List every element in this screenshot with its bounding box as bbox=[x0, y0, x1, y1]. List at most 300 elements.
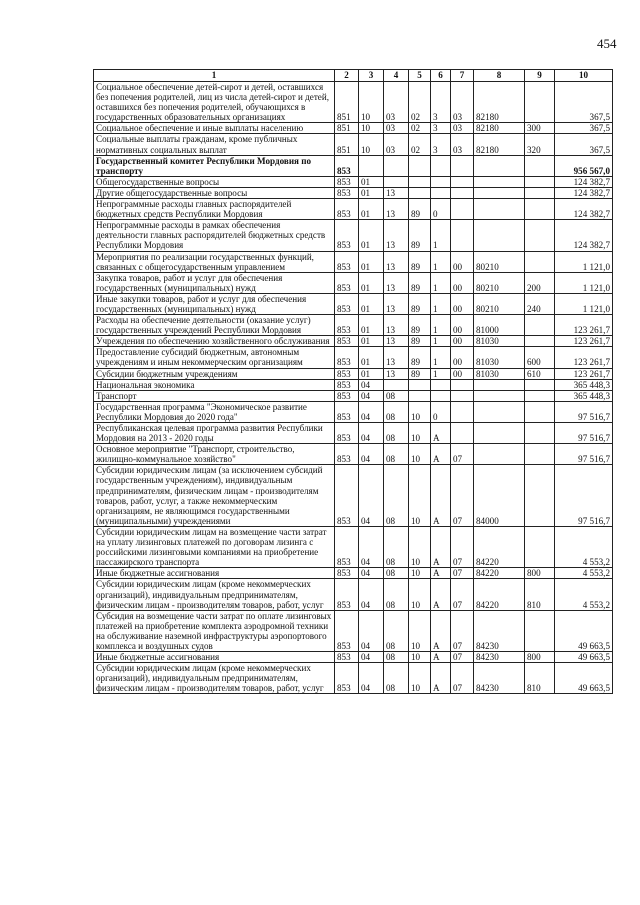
subsection-cell bbox=[384, 379, 409, 390]
expense-name-cell: Иные бюджетные ассигнования bbox=[94, 568, 335, 579]
program-cell: 89 bbox=[409, 199, 431, 220]
amount-cell: 4 553,2 bbox=[555, 568, 613, 579]
table-row bbox=[94, 220, 613, 251]
expense-direction-cell bbox=[474, 401, 525, 422]
table-row bbox=[94, 663, 613, 694]
subprogram-cell: 0 bbox=[431, 401, 451, 422]
admin-code-cell: 853 bbox=[335, 347, 359, 368]
admin-code-cell: 853 bbox=[335, 568, 359, 579]
table-header-row bbox=[94, 70, 613, 82]
expense-name-cell: Государственная программа "Экономическое развитие Республики Мордовия до 2020 года" bbox=[94, 401, 335, 422]
amount-cell: 49 663,5 bbox=[555, 610, 613, 651]
expense-name-cell: Субсидии юридическим лицам (кроме некоммерческих организаций), индивидуальным предпринимателям, физическим лицам - производителям товаров, работ, услуг bbox=[94, 663, 335, 694]
table-row bbox=[94, 123, 613, 134]
expense-name-cell: Субсидии бюджетным учреждениям bbox=[94, 368, 335, 379]
subsection-cell: 08 bbox=[384, 663, 409, 694]
subsection-cell: 03 bbox=[384, 134, 409, 155]
activity-cell: 07 bbox=[451, 465, 474, 527]
program-cell: 89 bbox=[409, 293, 431, 314]
expense-direction-cell: 82180 bbox=[474, 134, 525, 155]
expense-direction-cell: 82180 bbox=[474, 123, 525, 134]
admin-code-cell: 851 bbox=[335, 134, 359, 155]
section-cell: 01 bbox=[359, 220, 384, 251]
subsection-cell: 13 bbox=[384, 336, 409, 347]
admin-code-cell: 853 bbox=[335, 176, 359, 187]
expense-type-cell: 810 bbox=[525, 579, 555, 610]
column-header: 4 bbox=[384, 70, 409, 82]
activity-cell bbox=[451, 379, 474, 390]
column-header: 3 bbox=[359, 70, 384, 82]
subprogram-cell: А bbox=[431, 579, 451, 610]
subprogram-cell: 1 bbox=[431, 220, 451, 251]
program-cell bbox=[409, 155, 431, 176]
expense-type-cell bbox=[525, 423, 555, 444]
amount-cell: 123 261,7 bbox=[555, 315, 613, 336]
program-cell: 02 bbox=[409, 134, 431, 155]
admin-code-cell: 853 bbox=[335, 251, 359, 272]
subsection-cell: 08 bbox=[384, 579, 409, 610]
budget-table bbox=[93, 69, 613, 694]
subprogram-cell: А bbox=[431, 663, 451, 694]
subprogram-cell: 1 bbox=[431, 368, 451, 379]
activity-cell bbox=[451, 155, 474, 176]
subprogram-cell: 1 bbox=[431, 272, 451, 293]
activity-cell: 00 bbox=[451, 293, 474, 314]
table-row bbox=[94, 199, 613, 220]
subsection-cell: 13 bbox=[384, 315, 409, 336]
program-cell: 10 bbox=[409, 526, 431, 567]
activity-cell: 00 bbox=[451, 251, 474, 272]
column-header: 2 bbox=[335, 70, 359, 82]
program-cell bbox=[409, 379, 431, 390]
table-row bbox=[94, 368, 613, 379]
activity-cell: 00 bbox=[451, 336, 474, 347]
subprogram-cell: А bbox=[431, 465, 451, 527]
section-cell bbox=[359, 155, 384, 176]
section-cell: 10 bbox=[359, 123, 384, 134]
expense-name-cell: Субсидии юридическим лицам на возмещение части затрат на уплату лизинговых платежей по договорам лизинга с российскими лизинговыми компаниями на приобретение пассажирского транспорта bbox=[94, 526, 335, 567]
subprogram-cell: 1 bbox=[431, 336, 451, 347]
expense-type-cell bbox=[525, 336, 555, 347]
amount-cell: 123 261,7 bbox=[555, 336, 613, 347]
expense-direction-cell: 80210 bbox=[474, 251, 525, 272]
section-cell: 04 bbox=[359, 526, 384, 567]
expense-direction-cell bbox=[474, 176, 525, 187]
amount-cell: 1 121,0 bbox=[555, 272, 613, 293]
admin-code-cell: 853 bbox=[335, 401, 359, 422]
admin-code-cell: 853 bbox=[335, 336, 359, 347]
expense-direction-cell: 84000 bbox=[474, 465, 525, 527]
program-cell: 10 bbox=[409, 568, 431, 579]
amount-cell: 97 516,7 bbox=[555, 465, 613, 527]
activity-cell: 07 bbox=[451, 568, 474, 579]
amount-cell: 956 567,0 bbox=[555, 155, 613, 176]
subsection-cell: 08 bbox=[384, 465, 409, 527]
admin-code-cell: 851 bbox=[335, 123, 359, 134]
amount-cell: 97 516,7 bbox=[555, 423, 613, 444]
table-row bbox=[94, 423, 613, 444]
expense-name-cell: Транспорт bbox=[94, 390, 335, 401]
amount-cell: 123 261,7 bbox=[555, 347, 613, 368]
section-cell: 01 bbox=[359, 368, 384, 379]
admin-code-cell: 853 bbox=[335, 652, 359, 663]
admin-code-cell: 853 bbox=[335, 315, 359, 336]
table-row bbox=[94, 293, 613, 314]
subsection-cell: 13 bbox=[384, 293, 409, 314]
admin-code-cell: 853 bbox=[335, 379, 359, 390]
section-cell: 04 bbox=[359, 423, 384, 444]
section-cell: 10 bbox=[359, 82, 384, 123]
expense-type-cell: 810 bbox=[525, 663, 555, 694]
admin-code-cell: 853 bbox=[335, 465, 359, 527]
subsection-cell: 08 bbox=[384, 652, 409, 663]
table-row bbox=[94, 579, 613, 610]
expense-name-cell: Субсидия на возмещение части затрат по оплате лизинговых платежей на приобретение комплекта аэродромной техники на обслуживание наземной инфраструктуры аэропортового комплекса и воздушных судов bbox=[94, 610, 335, 651]
table-row bbox=[94, 251, 613, 272]
subprogram-cell: 3 bbox=[431, 123, 451, 134]
table-row bbox=[94, 272, 613, 293]
subsection-cell: 13 bbox=[384, 199, 409, 220]
expense-type-cell bbox=[525, 155, 555, 176]
column-header: 1 bbox=[94, 70, 335, 82]
expense-direction-cell: 81030 bbox=[474, 336, 525, 347]
section-cell: 04 bbox=[359, 579, 384, 610]
program-cell: 89 bbox=[409, 251, 431, 272]
expense-type-cell bbox=[525, 82, 555, 123]
expense-direction-cell bbox=[474, 444, 525, 465]
amount-cell: 124 382,7 bbox=[555, 187, 613, 198]
expense-type-cell bbox=[525, 315, 555, 336]
admin-code-cell: 853 bbox=[335, 526, 359, 567]
program-cell: 89 bbox=[409, 347, 431, 368]
admin-code-cell: 853 bbox=[335, 272, 359, 293]
admin-code-cell: 853 bbox=[335, 199, 359, 220]
expense-direction-cell: 80210 bbox=[474, 293, 525, 314]
table-row bbox=[94, 176, 613, 187]
section-cell: 01 bbox=[359, 315, 384, 336]
expense-name-cell: Государственный комитет Республики Мордовия по транспорту bbox=[94, 155, 335, 176]
admin-code-cell: 853 bbox=[335, 220, 359, 251]
expense-type-cell: 300 bbox=[525, 123, 555, 134]
amount-cell: 97 516,7 bbox=[555, 444, 613, 465]
column-header: 10 bbox=[555, 70, 613, 82]
subsection-cell: 08 bbox=[384, 401, 409, 422]
subsection-cell: 08 bbox=[384, 610, 409, 651]
program-cell: 10 bbox=[409, 579, 431, 610]
subsection-cell: 08 bbox=[384, 390, 409, 401]
subsection-cell: 08 bbox=[384, 526, 409, 567]
program-cell: 89 bbox=[409, 220, 431, 251]
expense-direction-cell bbox=[474, 220, 525, 251]
subsection-cell: 03 bbox=[384, 123, 409, 134]
subprogram-cell bbox=[431, 155, 451, 176]
admin-code-cell: 853 bbox=[335, 663, 359, 694]
subsection-cell: 13 bbox=[384, 187, 409, 198]
amount-cell: 365 448,3 bbox=[555, 379, 613, 390]
activity-cell bbox=[451, 187, 474, 198]
activity-cell bbox=[451, 199, 474, 220]
activity-cell bbox=[451, 401, 474, 422]
amount-cell: 97 516,7 bbox=[555, 401, 613, 422]
activity-cell bbox=[451, 423, 474, 444]
expense-direction-cell bbox=[474, 379, 525, 390]
activity-cell: 03 bbox=[451, 82, 474, 123]
section-cell: 04 bbox=[359, 652, 384, 663]
program-cell bbox=[409, 390, 431, 401]
table-row bbox=[94, 610, 613, 651]
activity-cell bbox=[451, 390, 474, 401]
admin-code-cell: 853 bbox=[335, 390, 359, 401]
subprogram-cell bbox=[431, 390, 451, 401]
program-cell: 02 bbox=[409, 82, 431, 123]
expense-type-cell bbox=[525, 379, 555, 390]
expense-name-cell: Учреждения по обеспечению хозяйственного обслуживания bbox=[94, 336, 335, 347]
expense-type-cell: 800 bbox=[525, 568, 555, 579]
program-cell: 89 bbox=[409, 315, 431, 336]
subprogram-cell: 3 bbox=[431, 82, 451, 123]
expense-direction-cell: 80210 bbox=[474, 272, 525, 293]
expense-direction-cell: 84220 bbox=[474, 568, 525, 579]
section-cell: 01 bbox=[359, 199, 384, 220]
table-row bbox=[94, 465, 613, 527]
expense-name-cell: Другие общегосударственные вопросы bbox=[94, 187, 335, 198]
activity-cell: 07 bbox=[451, 444, 474, 465]
expense-name-cell: Социальное обеспечение и иные выплаты населению bbox=[94, 123, 335, 134]
column-header: 5 bbox=[409, 70, 431, 82]
expense-type-cell bbox=[525, 401, 555, 422]
subprogram-cell bbox=[431, 379, 451, 390]
program-cell: 89 bbox=[409, 336, 431, 347]
program-cell: 89 bbox=[409, 272, 431, 293]
expense-name-cell: Национальная экономика bbox=[94, 379, 335, 390]
section-cell: 04 bbox=[359, 379, 384, 390]
admin-code-cell: 851 bbox=[335, 82, 359, 123]
section-cell: 04 bbox=[359, 465, 384, 527]
subsection-cell: 13 bbox=[384, 347, 409, 368]
table-row bbox=[94, 187, 613, 198]
admin-code-cell: 853 bbox=[335, 444, 359, 465]
amount-cell: 124 382,7 bbox=[555, 199, 613, 220]
activity-cell: 07 bbox=[451, 526, 474, 567]
subsection-cell: 08 bbox=[384, 423, 409, 444]
table-row bbox=[94, 336, 613, 347]
table-row bbox=[94, 401, 613, 422]
program-cell bbox=[409, 187, 431, 198]
subsection-cell bbox=[384, 155, 409, 176]
amount-cell: 367,5 bbox=[555, 82, 613, 123]
expense-type-cell bbox=[525, 187, 555, 198]
expense-type-cell bbox=[525, 176, 555, 187]
expense-direction-cell bbox=[474, 187, 525, 198]
subprogram-cell: 1 bbox=[431, 315, 451, 336]
table-row bbox=[94, 568, 613, 579]
column-header: 9 bbox=[525, 70, 555, 82]
program-cell: 10 bbox=[409, 401, 431, 422]
expense-name-cell: Социальные выплаты гражданам, кроме публичных нормативных социальных выплат bbox=[94, 134, 335, 155]
expense-direction-cell: 81000 bbox=[474, 315, 525, 336]
section-cell: 01 bbox=[359, 336, 384, 347]
section-cell: 01 bbox=[359, 187, 384, 198]
subprogram-cell: 3 bbox=[431, 134, 451, 155]
expense-type-cell: 320 bbox=[525, 134, 555, 155]
section-cell: 04 bbox=[359, 568, 384, 579]
page-number: 454 bbox=[597, 36, 617, 51]
activity-cell: 00 bbox=[451, 347, 474, 368]
expense-direction-cell bbox=[474, 199, 525, 220]
section-cell: 01 bbox=[359, 347, 384, 368]
expense-direction-cell: 81030 bbox=[474, 368, 525, 379]
column-header: 6 bbox=[431, 70, 451, 82]
expense-type-cell: 600 bbox=[525, 347, 555, 368]
column-header: 7 bbox=[451, 70, 474, 82]
amount-cell: 1 121,0 bbox=[555, 251, 613, 272]
expense-name-cell: Мероприятия по реализации государственных функций, связанных с общегосударственным управлением bbox=[94, 251, 335, 272]
expense-name-cell: Основное мероприятие "Транспорт, строительство, жилищно-коммунальное хозяйство" bbox=[94, 444, 335, 465]
subprogram-cell: 1 bbox=[431, 347, 451, 368]
expense-name-cell: Иные закупки товаров, работ и услуг для обеспечения государственных (муниципальных) нужд bbox=[94, 293, 335, 314]
subsection-cell: 03 bbox=[384, 82, 409, 123]
table-row bbox=[94, 134, 613, 155]
amount-cell: 1 121,0 bbox=[555, 293, 613, 314]
expense-type-cell bbox=[525, 251, 555, 272]
admin-code-cell: 853 bbox=[335, 293, 359, 314]
activity-cell: 03 bbox=[451, 123, 474, 134]
subsection-cell: 13 bbox=[384, 251, 409, 272]
section-cell: 10 bbox=[359, 134, 384, 155]
column-header: 8 bbox=[474, 70, 525, 82]
section-cell: 04 bbox=[359, 390, 384, 401]
activity-cell bbox=[451, 220, 474, 251]
expense-name-cell: Расходы на обеспечение деятельности (оказание услуг) государственных учреждений Республики Мордовия bbox=[94, 315, 335, 336]
table-row bbox=[94, 82, 613, 123]
activity-cell: 00 bbox=[451, 315, 474, 336]
subprogram-cell: А bbox=[431, 444, 451, 465]
activity-cell: 03 bbox=[451, 134, 474, 155]
expense-type-cell bbox=[525, 199, 555, 220]
admin-code-cell: 853 bbox=[335, 368, 359, 379]
expense-name-cell: Социальное обеспечение детей-сирот и детей, оставшихся без попечения родителей, лиц из числа детей-сирот и детей, оставшихся без попечения родителей, обучающихся в государственных образовательных организациях bbox=[94, 82, 335, 123]
expense-direction-cell: 81030 bbox=[474, 347, 525, 368]
section-cell: 01 bbox=[359, 251, 384, 272]
expense-name-cell: Закупка товаров, работ и услуг для обеспечения государственных (муниципальных) нужд bbox=[94, 272, 335, 293]
expense-type-cell bbox=[525, 465, 555, 527]
program-cell: 10 bbox=[409, 444, 431, 465]
program-cell: 89 bbox=[409, 368, 431, 379]
admin-code-cell: 853 bbox=[335, 610, 359, 651]
table-row bbox=[94, 347, 613, 368]
expense-name-cell: Республиканская целевая программа развития Республики Мордовия на 2013 - 2020 годы bbox=[94, 423, 335, 444]
expense-name-cell: Общегосударственные вопросы bbox=[94, 176, 335, 187]
expense-name-cell: Субсидии юридическим лицам (кроме некоммерческих организаций), индивидуальным предпринимателям, физическим лицам - производителям товаров, работ, услуг bbox=[94, 579, 335, 610]
subsection-cell: 13 bbox=[384, 272, 409, 293]
admin-code-cell: 853 bbox=[335, 423, 359, 444]
admin-code-cell: 853 bbox=[335, 155, 359, 176]
program-cell: 10 bbox=[409, 663, 431, 694]
program-cell: 10 bbox=[409, 610, 431, 651]
amount-cell: 124 382,7 bbox=[555, 176, 613, 187]
subsection-cell: 13 bbox=[384, 220, 409, 251]
expense-direction-cell: 82180 bbox=[474, 82, 525, 123]
expense-name-cell: Непрограммные расходы главных распорядителей бюджетных средств Республики Мордовия bbox=[94, 199, 335, 220]
section-cell: 01 bbox=[359, 176, 384, 187]
program-cell bbox=[409, 176, 431, 187]
expense-name-cell: Иные бюджетные ассигнования bbox=[94, 652, 335, 663]
activity-cell bbox=[451, 176, 474, 187]
expense-direction-cell bbox=[474, 390, 525, 401]
subprogram-cell bbox=[431, 176, 451, 187]
amount-cell: 367,5 bbox=[555, 134, 613, 155]
activity-cell: 00 bbox=[451, 368, 474, 379]
subprogram-cell: А bbox=[431, 610, 451, 651]
expense-direction-cell: 84230 bbox=[474, 610, 525, 651]
amount-cell: 124 382,7 bbox=[555, 220, 613, 251]
expense-direction-cell bbox=[474, 155, 525, 176]
expense-type-cell: 240 bbox=[525, 293, 555, 314]
subprogram-cell: А bbox=[431, 423, 451, 444]
admin-code-cell: 853 bbox=[335, 579, 359, 610]
program-cell: 10 bbox=[409, 652, 431, 663]
expense-direction-cell: 84220 bbox=[474, 579, 525, 610]
table-row bbox=[94, 652, 613, 663]
expense-type-cell bbox=[525, 444, 555, 465]
activity-cell: 00 bbox=[451, 272, 474, 293]
subprogram-cell: А bbox=[431, 652, 451, 663]
expense-type-cell bbox=[525, 220, 555, 251]
amount-cell: 49 663,5 bbox=[555, 663, 613, 694]
expense-name-cell: Предоставление субсидий бюджетным, автономным учреждениям и иным некоммерческим организациям bbox=[94, 347, 335, 368]
activity-cell: 07 bbox=[451, 579, 474, 610]
section-cell: 04 bbox=[359, 401, 384, 422]
expense-direction-cell: 84220 bbox=[474, 526, 525, 567]
subprogram-cell: 1 bbox=[431, 251, 451, 272]
section-cell: 04 bbox=[359, 663, 384, 694]
section-cell: 01 bbox=[359, 272, 384, 293]
section-cell: 01 bbox=[359, 293, 384, 314]
program-cell: 10 bbox=[409, 465, 431, 527]
program-cell: 02 bbox=[409, 123, 431, 134]
subprogram-cell: 1 bbox=[431, 293, 451, 314]
subprogram-cell: 0 bbox=[431, 199, 451, 220]
admin-code-cell: 853 bbox=[335, 187, 359, 198]
expense-type-cell: 800 bbox=[525, 652, 555, 663]
expense-type-cell: 610 bbox=[525, 368, 555, 379]
subprogram-cell bbox=[431, 187, 451, 198]
amount-cell: 123 261,7 bbox=[555, 368, 613, 379]
expense-direction-cell bbox=[474, 423, 525, 444]
table-row bbox=[94, 155, 613, 176]
subprogram-cell: А bbox=[431, 526, 451, 567]
table-row bbox=[94, 390, 613, 401]
subsection-cell: 08 bbox=[384, 444, 409, 465]
expense-name-cell: Субсидии юридическим лицам (за исключением субсидий государственным учреждениям), индивидуальным предпринимателям, физическим лицам - производителям товаров, работ, услуг, а также некоммерческим организациям, не являющимся государственными (муниципальными) учреждениями bbox=[94, 465, 335, 527]
program-cell: 10 bbox=[409, 423, 431, 444]
amount-cell: 4 553,2 bbox=[555, 526, 613, 567]
amount-cell: 49 663,5 bbox=[555, 652, 613, 663]
section-cell: 04 bbox=[359, 610, 384, 651]
table-row bbox=[94, 315, 613, 336]
expense-type-cell bbox=[525, 526, 555, 567]
expense-name-cell: Непрограммные расходы в рамках обеспечения деятельности главных распорядителей бюджетных средств Республики Мордовия bbox=[94, 220, 335, 251]
amount-cell: 4 553,2 bbox=[555, 579, 613, 610]
section-cell: 04 bbox=[359, 444, 384, 465]
expense-direction-cell: 84230 bbox=[474, 663, 525, 694]
subsection-cell: 13 bbox=[384, 368, 409, 379]
subsection-cell: 08 bbox=[384, 568, 409, 579]
expense-type-cell: 200 bbox=[525, 272, 555, 293]
activity-cell: 07 bbox=[451, 610, 474, 651]
table-row bbox=[94, 526, 613, 567]
expense-type-cell bbox=[525, 610, 555, 651]
